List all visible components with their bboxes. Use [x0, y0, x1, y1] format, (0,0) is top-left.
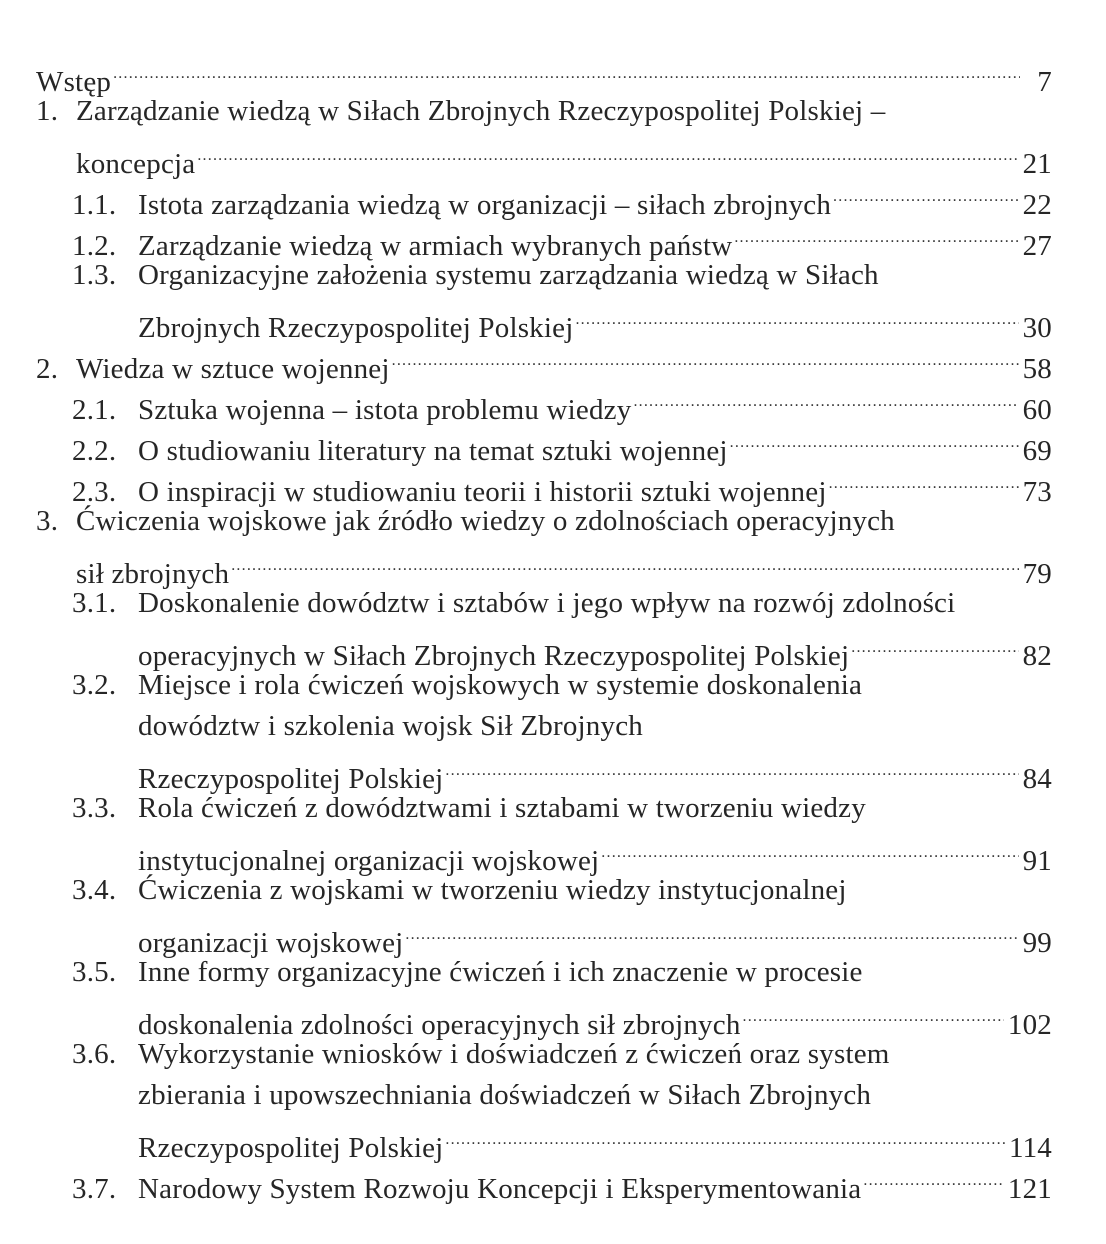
- toc-entry-title: koncepcja: [76, 148, 196, 180]
- toc-entry: [72, 1157, 1052, 1205]
- toc-entry-page-number: 7: [1037, 66, 1052, 98]
- toc-entry: [36, 50, 1052, 98]
- toc-entry: [72, 583, 1052, 672]
- toc-entry-title: Miejsce i rola ćwiczeń wojskowych w systemie doskonalenia: [138, 669, 863, 701]
- dot-leader: [601, 829, 1018, 870]
- toc-entry-line: [72, 296, 1052, 344]
- toc-entry-line: [72, 1116, 1052, 1164]
- toc-entry-line: [36, 337, 1052, 385]
- toc-entry-page-number: 73: [1022, 476, 1052, 508]
- toc-entry-title-wrap: [138, 706, 1052, 747]
- toc-entry-title-wrap: [76, 501, 1052, 542]
- toc-entry: [72, 378, 1052, 426]
- dot-leader: [197, 132, 1018, 173]
- toc-entry: [72, 665, 1052, 795]
- toc-entry-line: [72, 1157, 1052, 1205]
- toc-entry-number: 2.: [36, 353, 59, 385]
- toc-entry-number: 1.2.: [72, 230, 117, 262]
- toc-entry-title: Ćwiczenia wojskowe jak źródło wiedzy o zdolnościach operacyjnych: [76, 505, 895, 537]
- toc-entry-page-number: 91: [1022, 845, 1052, 877]
- toc-entry-number: 3.2.: [72, 669, 117, 701]
- dot-leader: [851, 624, 1018, 665]
- toc-entry-title: Wykorzystanie wniosków i doświadczeń z ćwiczeń oraz system: [138, 1038, 890, 1070]
- toc-entry-page-number: 22: [1022, 189, 1052, 221]
- toc-entry-page-number: 99: [1022, 927, 1052, 959]
- toc-entry-page-number: 79: [1022, 558, 1052, 590]
- toc-entry-line: [72, 706, 1052, 747]
- toc-entry-line: [36, 91, 1052, 132]
- toc-entry-number: 2.1.: [72, 394, 117, 426]
- toc-entry-title: Wiedza w sztuce wojennej: [76, 353, 390, 385]
- toc-entry-line: [72, 870, 1052, 911]
- toc-entry-title: Wstęp: [36, 66, 112, 98]
- toc-entry-number: 3.1.: [72, 587, 117, 619]
- toc-entry-title-wrap: [138, 1157, 1052, 1210]
- toc-entry: [72, 1034, 1052, 1164]
- toc-entry-line: [72, 583, 1052, 624]
- toc-entry-title: sił zbrojnych: [76, 558, 230, 590]
- toc-entry-title: Inne formy organizacyjne ćwiczeń i ich znaczenie w procesie: [138, 956, 863, 988]
- dot-leader: [231, 542, 1018, 583]
- toc-entry-title: Zarządzanie wiedzą w armiach wybranych państw: [138, 230, 733, 262]
- toc-entry: [72, 460, 1052, 508]
- toc-entry-line: [72, 1075, 1052, 1116]
- toc-entry-number: 3.: [36, 505, 59, 537]
- toc-entry-line: [72, 255, 1052, 296]
- toc-entry-title: zbierania i upowszechniania doświadczeń w Siłach Zbrojnych: [138, 1079, 872, 1111]
- toc-entry-line: [72, 624, 1052, 672]
- toc-entry-title: Sztuka wojenna – istota problemu wiedzy: [138, 394, 632, 426]
- toc-entry-title: O studiowaniu literatury na temat sztuki wojennej: [138, 435, 728, 467]
- toc-entry-title: O inspiracji w studiowaniu teorii i historii sztuki wojennej: [138, 476, 827, 508]
- toc-entry: [72, 255, 1052, 344]
- toc-entry-number: 1.3.: [72, 259, 117, 291]
- toc-entry-line: [72, 788, 1052, 829]
- toc-entry-title: Ćwiczenia z wojskami w tworzeniu wiedzy instytucjonalnej: [138, 874, 847, 906]
- dot-leader: [734, 214, 1018, 255]
- toc-entry-number: 3.3.: [72, 792, 117, 824]
- toc-entry-page-number: 58: [1022, 353, 1052, 385]
- toc-entry-title: instytucjonalnej organizacji wojskowej: [138, 845, 600, 877]
- toc-entry-line: [72, 829, 1052, 877]
- toc-entry-title: Organizacyjne założenia systemu zarządzania wiedzą w Siłach: [138, 259, 879, 291]
- toc-entry-number: 3.6.: [72, 1038, 117, 1070]
- toc-entry-line: [72, 378, 1052, 426]
- toc-entry-line: [72, 747, 1052, 795]
- dot-leader: [633, 378, 1018, 419]
- toc-entry-title: Zarządzanie wiedzą w Siłach Zbrojnych Rzeczypospolitej Polskiej –: [76, 95, 886, 127]
- dot-leader: [392, 337, 1019, 378]
- toc-entry: [72, 173, 1052, 221]
- toc-entry: [36, 337, 1052, 385]
- toc-entry-title: Rzeczypospolitej Polskiej: [138, 1132, 444, 1164]
- toc-entry-line: [72, 1034, 1052, 1075]
- dot-leader: [730, 419, 1019, 460]
- dot-leader: [829, 460, 1019, 501]
- toc-entry-title: Rola ćwiczeń z dowództwami i sztabami w tworzeniu wiedzy: [138, 792, 866, 824]
- toc-entry-title-wrap: [138, 870, 1052, 911]
- toc-entry-title-wrap: [138, 788, 1052, 829]
- toc-entry-line: [36, 542, 1052, 590]
- toc-entry: [72, 952, 1052, 1041]
- toc-entry-number: 1.1.: [72, 189, 117, 221]
- toc-entry-title-wrap: [138, 583, 1052, 624]
- toc-entry-line: [72, 911, 1052, 959]
- toc-entry-line: [72, 993, 1052, 1041]
- toc-entry-page-number: 82: [1022, 640, 1052, 672]
- toc-entry: [36, 91, 1052, 180]
- toc-entry-title: Doskonalenie dowództw i sztabów i jego wpływ na rozwój zdolności: [138, 587, 956, 619]
- dot-leader: [575, 296, 1018, 337]
- dot-leader: [405, 911, 1018, 952]
- toc-entry-line: [72, 173, 1052, 221]
- toc-entry-line: [72, 952, 1052, 993]
- toc-entry-title-wrap: [138, 1034, 1052, 1075]
- toc-entry-title: organizacji wojskowej: [138, 927, 404, 959]
- dot-leader: [743, 993, 1004, 1034]
- toc-entry-page-number: 27: [1022, 230, 1052, 262]
- toc-entry-title-wrap: [76, 91, 1052, 132]
- toc-entry-title: doskonalenia zdolności operacyjnych sił zbrojnych: [138, 1009, 741, 1041]
- toc-entry-line: [72, 214, 1052, 262]
- toc-entry-line: [36, 132, 1052, 180]
- toc-entry-title-wrap: [138, 665, 1052, 706]
- toc-entry: [72, 419, 1052, 467]
- toc-entry: [36, 501, 1052, 590]
- toc-entry-page-number: 114: [1008, 1132, 1052, 1164]
- dot-leader: [863, 1157, 1004, 1198]
- toc-entry-number: 2.2.: [72, 435, 117, 467]
- toc-entry: [72, 870, 1052, 959]
- toc-entry-title: Istota zarządzania wiedzą w organizacji – siłach zbrojnych: [138, 189, 832, 221]
- toc-entry-line: [36, 501, 1052, 542]
- toc-entry-line: [36, 50, 1052, 98]
- toc-entry-number: 3.7.: [72, 1173, 117, 1205]
- toc-entry-line: [72, 460, 1052, 508]
- toc-entry-title: Zbrojnych Rzeczypospolitej Polskiej: [138, 312, 574, 344]
- toc-entry-title-wrap: [138, 1075, 1052, 1116]
- toc-entry-line: [72, 665, 1052, 706]
- toc-entry: [72, 788, 1052, 877]
- toc-entry-number: 2.3.: [72, 476, 117, 508]
- toc-entry-title-wrap: [138, 255, 1052, 296]
- dot-leader: [113, 50, 1020, 91]
- toc-entry-page-number: 84: [1022, 763, 1052, 795]
- toc-entry-page-number: 69: [1022, 435, 1052, 467]
- toc-entry-number: 1.: [36, 95, 59, 127]
- table-of-contents: [0, 50, 1106, 1205]
- dot-leader: [445, 747, 1018, 788]
- toc-entry-title: operacyjnych w Siłach Zbrojnych Rzeczypospolitej Polskiej: [138, 640, 850, 672]
- toc-entry-title: dowództw i szkolenia wojsk Sił Zbrojnych: [138, 710, 643, 742]
- dot-leader: [833, 173, 1019, 214]
- toc-entry-title: Rzeczypospolitej Polskiej: [138, 763, 444, 795]
- toc-entry: [72, 214, 1052, 262]
- toc-entry-page-number: 102: [1007, 1009, 1052, 1041]
- toc-entry-number: 3.4.: [72, 874, 117, 906]
- toc-entry-title: Narodowy System Rozwoju Koncepcji i Eksperymentowania: [138, 1173, 862, 1205]
- toc-entry-page-number: 30: [1022, 312, 1052, 344]
- toc-entry-line: [72, 419, 1052, 467]
- toc-entry-page-number: 60: [1022, 394, 1052, 426]
- toc-entry-number: 3.5.: [72, 956, 117, 988]
- toc-entry-title-wrap: [138, 952, 1052, 993]
- toc-entry-page-number: 21: [1022, 148, 1052, 180]
- dot-leader: [445, 1116, 1005, 1157]
- toc-entry-page-number: 121: [1007, 1173, 1052, 1205]
